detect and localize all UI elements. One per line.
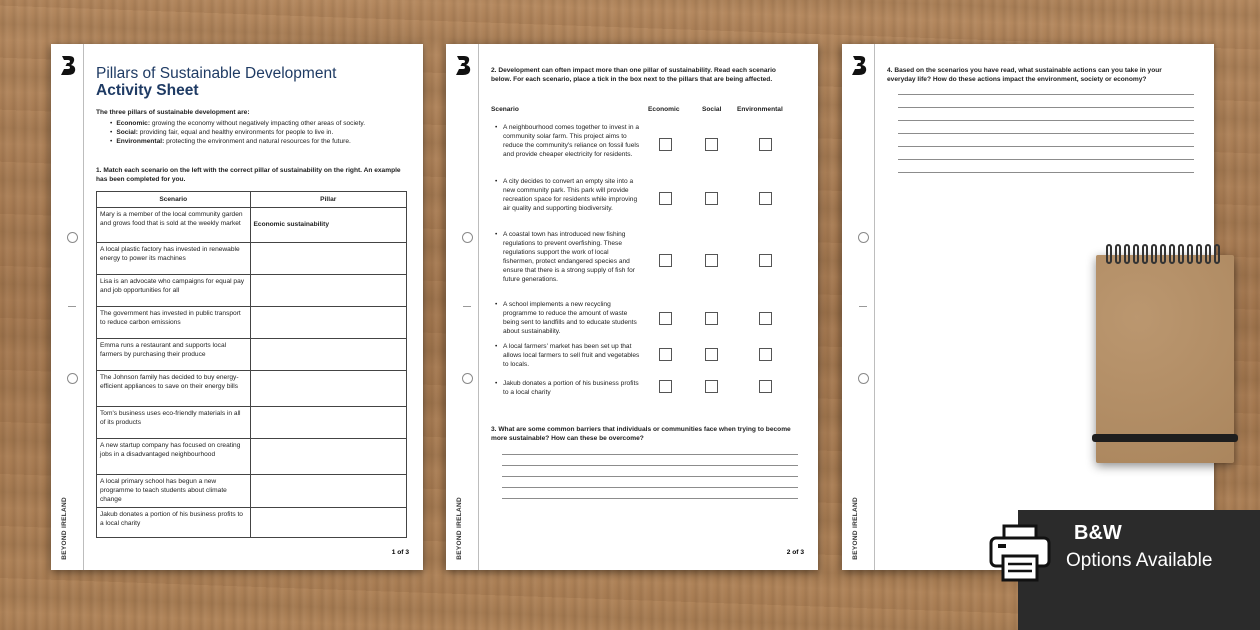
pillar-answer-blank [250, 475, 407, 508]
scenario-cell: Jakub donates a portion of his business profits to a local charity [97, 508, 251, 538]
scenario-text: • A local farmers' market has been set up that allows local farmers to sell fruit and vegetables to locals. [503, 342, 641, 369]
answer-line[interactable] [898, 146, 1194, 147]
answer-line[interactable] [502, 454, 798, 455]
column-header-scenario: Scenario [97, 192, 251, 208]
economic-checkbox[interactable] [659, 348, 672, 361]
social-checkbox[interactable] [705, 254, 718, 267]
brand-logo-icon [851, 55, 868, 76]
scenario-cell: A new startup company has focused on creating jobs in a disadvantaged neighbourhood [97, 439, 251, 475]
pillar-answer-blank [250, 508, 407, 538]
spiral-ring [1169, 244, 1175, 264]
pillar-answer-blank [250, 275, 407, 307]
answer-line[interactable] [898, 159, 1194, 160]
scenario-text: • A school implements a new recycling programme to reduce the amount of waste being sent to landfills and to educate students about sustainability. [503, 300, 641, 336]
scenario-cell: Mary is a member of the local community garden and grows food that is sold at the weekly market [97, 208, 251, 243]
brand-logo-icon [455, 55, 472, 76]
binding-margin [51, 44, 84, 570]
answer-line[interactable] [898, 94, 1194, 95]
fold-mark [463, 306, 471, 307]
punch-hole [462, 373, 473, 384]
scenario-text: • A coastal town has introduced new fishing regulations to prevent overfishing. These regulations support the work of local fishermen, protect endangered species and ensure that there is a strong supply of fish for future generations. [503, 230, 641, 284]
pillar-answer-blank [250, 371, 407, 407]
column-header-pillar: Pillar [250, 192, 407, 208]
pillars-list [110, 119, 410, 146]
page-number: 1 of 3 [391, 549, 409, 556]
answer-line[interactable] [502, 498, 798, 499]
intro-text: The three pillars of sustainable development are: [96, 109, 250, 116]
spiral-notebook [1096, 255, 1234, 463]
pillar-social: • Social: providing fair, equal and healthy environments for people to live in. [110, 128, 410, 137]
economic-checkbox[interactable] [659, 380, 672, 393]
question-1: 1. Match each scenario on the left with the correct pillar of sustainability on the right. An example has been completed for you. [96, 167, 401, 183]
spiral-ring [1142, 244, 1148, 264]
badge-title: B&W [1074, 522, 1122, 544]
elastic-band [1092, 434, 1238, 442]
spiral-ring [1160, 244, 1166, 264]
footer-brand-label: BEYOND IRELAND [456, 497, 463, 560]
footer-brand-label: BEYOND IRELAND [852, 497, 859, 560]
punch-hole [67, 373, 78, 384]
pillar-answer-blank [250, 243, 407, 275]
sheet-subtitle: Activity Sheet [96, 82, 199, 99]
social-checkbox[interactable] [705, 192, 718, 205]
answer-line[interactable] [502, 465, 798, 466]
pillar-answer-blank [250, 307, 407, 339]
environmental-checkbox[interactable] [759, 380, 772, 393]
pillar-answer-blank [250, 339, 407, 371]
economic-checkbox[interactable] [659, 192, 672, 205]
spiral-ring [1214, 244, 1220, 264]
column-header-scenario: Scenario [491, 106, 519, 113]
pillar-economic: • Economic: growing the economy without negatively impacting other areas of society. [110, 119, 410, 128]
scenario-text: • A city decides to convert an empty site into a new community park. This park will provide recreation space for residents while improving air quality and supporting biodiversity. [503, 177, 641, 213]
scenario-cell: Emma runs a restaurant and supports local farmers by purchasing their produce [97, 339, 251, 371]
badge-subtitle: Options Available [1066, 550, 1213, 571]
binding-margin [842, 44, 875, 570]
environmental-checkbox[interactable] [759, 348, 772, 361]
column-header-social: Social [702, 106, 722, 113]
fold-mark [68, 306, 76, 307]
column-header-environmental: Environmental [737, 106, 783, 113]
punch-hole [67, 232, 78, 243]
scenario-text: • Jakub donates a portion of his business profits to a local charity [503, 379, 641, 397]
matching-table [96, 191, 407, 538]
worksheet-page-1 [51, 44, 423, 570]
bw-options-badge [1018, 510, 1260, 630]
environmental-checkbox[interactable] [759, 138, 772, 151]
punch-hole [858, 373, 869, 384]
scenario-cell: The government has invested in public transport to reduce carbon emissions [97, 307, 251, 339]
binding-margin [446, 44, 479, 570]
worksheet-page-2 [446, 44, 818, 570]
printer-icon [988, 524, 1052, 582]
scenario-cell: A local plastic factory has invested in renewable energy to power its machines [97, 243, 251, 275]
spiral-ring [1187, 244, 1193, 264]
brand-logo-icon [60, 55, 77, 76]
scenario-cell: Lisa is an advocate who campaigns for equal pay and job opportunities for all [97, 275, 251, 307]
fold-mark [859, 306, 867, 307]
spiral-ring [1151, 244, 1157, 264]
answer-line[interactable] [898, 107, 1194, 108]
footer-brand-label: BEYOND IRELAND [61, 497, 68, 560]
pillar-answer-blank [250, 439, 407, 475]
punch-hole [462, 232, 473, 243]
spiral-ring [1178, 244, 1184, 264]
spiral-ring [1115, 244, 1121, 264]
spiral-ring [1106, 244, 1112, 264]
column-header-economic: Economic [648, 106, 680, 113]
scenario-cell: The Johnson family has decided to buy energy-efficient appliances to save on their energy bills [97, 371, 251, 407]
economic-checkbox[interactable] [659, 138, 672, 151]
punch-hole [858, 232, 869, 243]
economic-checkbox[interactable] [659, 254, 672, 267]
environmental-checkbox[interactable] [759, 192, 772, 205]
question-2: 2. Development can often impact more than one pillar of sustainability. Read each scenario below. For each scenario, place a tick in the box next to the pillars that are being affected. [491, 67, 776, 83]
scenario-cell: Tom's business uses eco-friendly materials in all of its products [97, 407, 251, 439]
scenario-text: • A neighbourhood comes together to invest in a community solar farm. This project aims to reduce the community's reliance on fossil fuels and provide cheaper electricity for residents. [503, 123, 641, 159]
social-checkbox[interactable] [705, 348, 718, 361]
spiral-ring [1196, 244, 1202, 264]
answer-line[interactable] [898, 133, 1194, 134]
pillar-answer-blank [250, 407, 407, 439]
economic-checkbox[interactable] [659, 312, 672, 325]
sheet-title: Pillars of Sustainable Development [96, 65, 337, 82]
answer-line[interactable] [898, 120, 1194, 121]
answer-line[interactable] [898, 172, 1194, 173]
social-checkbox[interactable] [705, 138, 718, 151]
environmental-checkbox[interactable] [759, 254, 772, 267]
scenario-cell: A local primary school has begun a new programme to teach students about climate change [97, 475, 251, 508]
question-3: 3. What are some common barriers that individuals or communities face when trying to become more sustainable? How can these be overcome? [491, 426, 791, 442]
spiral-ring [1205, 244, 1211, 264]
environmental-checkbox[interactable] [759, 312, 772, 325]
spiral-ring [1124, 244, 1130, 264]
social-checkbox[interactable] [705, 312, 718, 325]
answer-line[interactable] [502, 476, 798, 477]
answer-line[interactable] [502, 487, 798, 488]
spiral-ring [1133, 244, 1139, 264]
pillar-environmental: • Environmental: protecting the environment and natural resources for the future. [110, 137, 410, 146]
page-number: 2 of 3 [786, 549, 804, 556]
question-4: 4. Based on the scenarios you have read, what sustainable actions can you take in your everyday life? How do these actions impact the environment, society or economy? [887, 67, 1162, 83]
social-checkbox[interactable] [705, 380, 718, 393]
pillar-answer: Economic sustainability [250, 208, 407, 243]
